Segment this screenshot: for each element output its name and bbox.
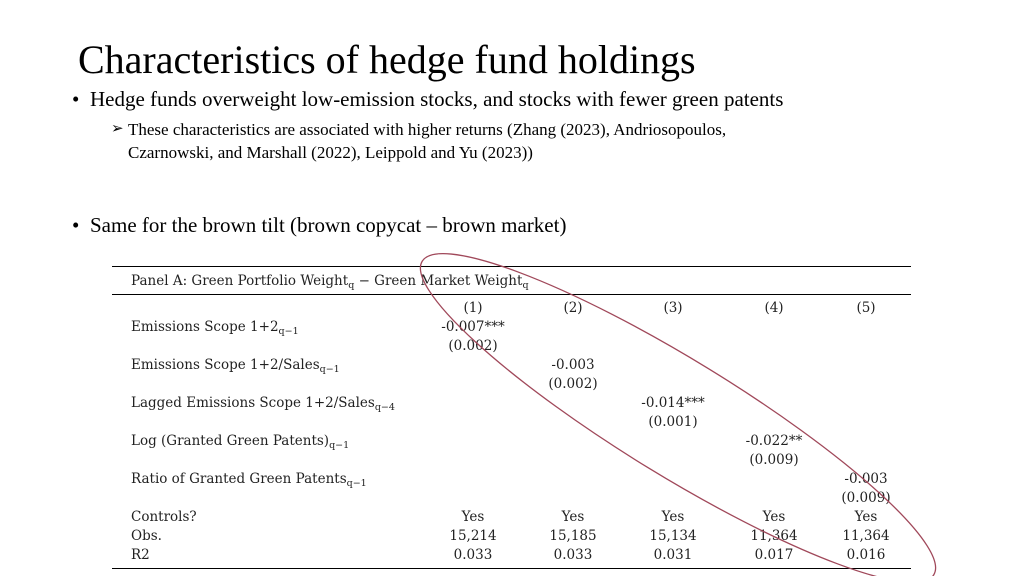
panel-header-rule	[112, 294, 911, 295]
stat-value: 15,214	[449, 528, 497, 544]
coefficient: -0.007***	[441, 319, 505, 335]
stat-value: 11,364	[842, 528, 890, 544]
stat-value: 15,134	[649, 528, 697, 544]
row-label: Log (Granted Green $Patents)_{q-1}$	[131, 433, 350, 451]
coefficient: -0.022**	[745, 433, 803, 449]
stat-value: Yes	[661, 509, 685, 525]
stat-value: Yes	[561, 509, 585, 525]
panel-header: Panel A: Green Portfolio Weight$_q$ − Green Market Weight$_q$	[131, 273, 529, 291]
column-header: (1)	[463, 300, 483, 316]
column-header: (5)	[856, 300, 876, 316]
column-header: (2)	[563, 300, 583, 316]
row-label: Ratio of Granted Green Patents$_{q-1}$	[131, 471, 367, 489]
standard-error: (0.009)	[841, 490, 891, 506]
standard-error: (0.002)	[448, 338, 498, 354]
bullet-marker: •	[72, 213, 80, 237]
column-header: (4)	[764, 300, 784, 316]
bullet-2-text: Same for the brown tilt (brown copycat – brown market)	[90, 213, 567, 237]
bullet-1-text: Hedge funds overweight low-emission stocks, and stocks with fewer green patents	[90, 87, 784, 111]
column-header: (3)	[663, 300, 683, 316]
sub-bullet	[111, 118, 931, 164]
table-top-rule	[112, 266, 911, 267]
stat-label: Obs.	[131, 528, 162, 544]
coefficient: -0.003	[844, 471, 888, 487]
stat-label: R2	[131, 547, 150, 563]
stat-value: 0.031	[653, 547, 693, 563]
standard-error: (0.009)	[749, 452, 799, 468]
sub-bullet-line-2: Czarnowski, and Marshall (2022), Leippold and Yu (2023))	[128, 143, 533, 162]
stat-value: 0.033	[553, 547, 593, 563]
regression-table	[112, 266, 911, 570]
slide-title: Characteristics of hedge fund holdings	[78, 37, 696, 82]
stat-value: Yes	[461, 509, 485, 525]
row-label: Emissions Scope 1+2/Sales$_{q-1}$	[131, 357, 340, 375]
table-bottom-rule	[112, 568, 911, 569]
stat-value: Yes	[762, 509, 786, 525]
arrow-bullet-icon: ➢	[111, 121, 124, 137]
bullet-marker: •	[72, 87, 80, 111]
stat-value: 0.016	[846, 547, 886, 563]
stat-value: 11,364	[750, 528, 798, 544]
row-label: Emissions Scope $1+2_{q-1}$	[131, 319, 299, 337]
sub-bullet-line-1: These characteristics are associated with higher returns (Zhang (2023), Andriosopoulos,	[128, 120, 727, 139]
stat-value: Yes	[854, 509, 878, 525]
stat-value: 0.017	[754, 547, 794, 563]
coefficient: -0.014***	[641, 395, 705, 411]
stat-label: Controls?	[131, 509, 197, 525]
standard-error: (0.002)	[548, 376, 598, 392]
stat-value: 0.033	[453, 547, 493, 563]
coefficient: -0.003	[551, 357, 595, 373]
bullet-2	[72, 212, 566, 238]
standard-error: (0.001)	[648, 414, 698, 430]
row-label: Lagged Emissions Scope 1+2/Sales$_{q-4}$	[131, 395, 395, 413]
bullet-1	[72, 86, 783, 112]
stat-value: 15,185	[549, 528, 597, 544]
